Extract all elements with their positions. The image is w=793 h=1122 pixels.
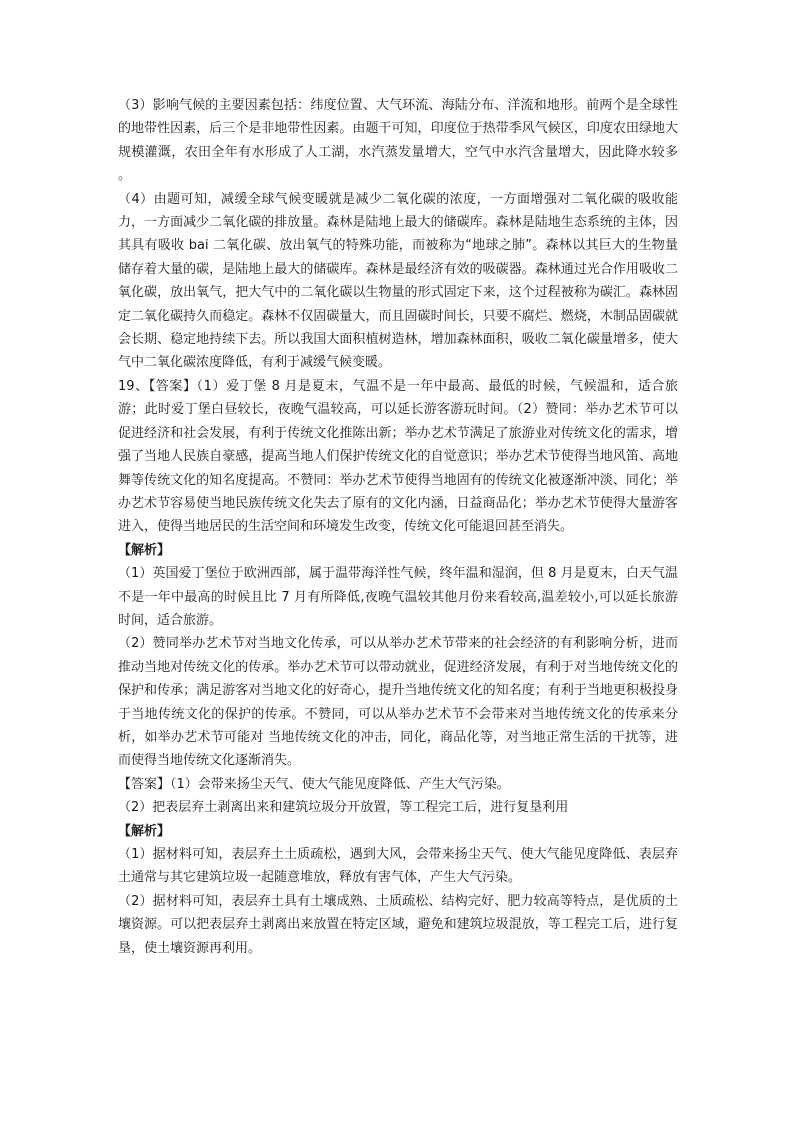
analysis-heading: 【解析】: [118, 542, 171, 558]
paragraph-q3-climate-factors: （3）影响气候的主要因素包括：纬度位置、大气环流、海陆分布、洋流和地形。前两个是全球性的地带性因素，后三个是非地带性因素。由题干可知，印度位于热带季风气候区，印度农田绿地大规模灌溉，农田全年有水形成了人工湖，水汽蒸发量增大，空气中水汽含量增大，因此降水较多 。: [118, 98, 678, 184]
paragraph-answer-20-2: （2）把表层弃土剥离出来和建筑垃圾分开放置，等工程完工后，进行复垦利用: [118, 800, 569, 816]
paragraph-analysis-2: （2）赞同举办艺术节对当地文化传承，可以从举办艺术节带来的社会经济的有利影响分析，进而推动当地对传统文化的传承。举办艺术节可以带动就业，促进经济发展，有利于对当地传统文化的保护和传承；满足游客对当地文化的好奇心，提升当地传统文化的知名度；有利于当地更积极投身于当地传统文化的保护的传承。不赞同，可以从举办艺术节不会带来对当地传统文化的传承来分析，如举办艺术节可能对 当地传统文化的冲击，同化，商品化等，对当地正常生活的干扰等，进而使得当地传统文化逐渐消失。: [118, 636, 678, 769]
paragraph-analysis-1: （1）英国爱丁堡位于欧洲西部，属于温带海洋性气候，终年温和湿润，但 8 月是夏末，白天气温不是一年中最高的时候且比 7 月有所降低,夜晚气温较其他月份来看较高,温差较小,可以延长旅游时间，适合旅游。: [118, 566, 678, 628]
analysis-heading-2: 【解析】: [118, 823, 171, 839]
paragraph-answer-20-1: 【答案】（1）会带来扬尘天气、使大气能见度降低、产生大气污染。: [118, 776, 510, 792]
paragraph-analysis-20-1: （1）据材料可知，表层弃土土质疏松，遇到大风，会带来扬尘天气、使大气能见度降低、表层弃土通常与其它建筑垃圾一起随意堆放，释放有害气体，产生大气污染。: [118, 847, 678, 886]
paragraph-analysis-20-2: （2）据材料可知，表层弃土具有土壤成熟、土质疏松、结构完好、肥力较高等特点，是优质的土壤资源。可以把表层弃土剥离出来放置在特定区域，避免和建筑垃圾混放，等工程完工后，进行复垦，使土壤资源再利用。: [118, 893, 678, 956]
document-body: [118, 94, 678, 960]
paragraph-q19-answer: 19、【答案】（1）爱丁堡 8 月是夏末，气温不是一年中最高、最低的时候，气候温和，适合旅游；此时爱丁堡白昼较长，夜晚气温较高，可以延长游客游玩时间。（2）赞同：举办艺术节可以促进经济和社会发展，有利于传统文化推陈出新；举办艺术节满足了旅游业对传统文化的需求，增强了当地人民族自豪感，提高当地人们保护传统文化的自觉意识；举办艺术节使得当地风笛、高地舞等传统文化的知名度提高。不赞同：举办艺术节使得当地固有的传统文化被逐渐冲淡、同化；举办艺术节容易使当地民族传统文化失去了原有的文化内涵，日益商品化；举办艺术节使得大量游客进入，使得当地居民的生活空间和环境发生改变，传统文化可能退回甚至消失。: [118, 378, 678, 535]
paragraph-q4-forest-carbon: （4）由题可知，减缓全球气候变暖就是减少二氧化碳的浓度，一方面增强对二氧化碳的吸收能力，一方面减少二氧化碳的排放量。森林是陆地上最大的储碳库。森林是陆地生态系统的主体，因其具有吸收 bai 二氧化碳、放出氧气的特殊功能，而被称为“地球之肺”。森林以其巨大的生物量储存着大量的碳，是陆地上最大的储碳库。森林是最经济有效的吸碳器。森林通过光合作用吸收二氧化碳，放出氧气，把大气中的二氧化碳以生物量的形式固定下来，这个过程被称为碳汇。森林固定二氧化碳持久而稳定。森林不仅固碳量大，而且固碳时间长，只要不腐烂、燃烧，木制品固碳就会长期、稳定地持续下去。所以我国大面积植树造林，增加森林面积，吸收二氧化碳量增多，使大气中二氧化碳浓度降低，有利于减缓气候变暖。: [118, 191, 678, 371]
